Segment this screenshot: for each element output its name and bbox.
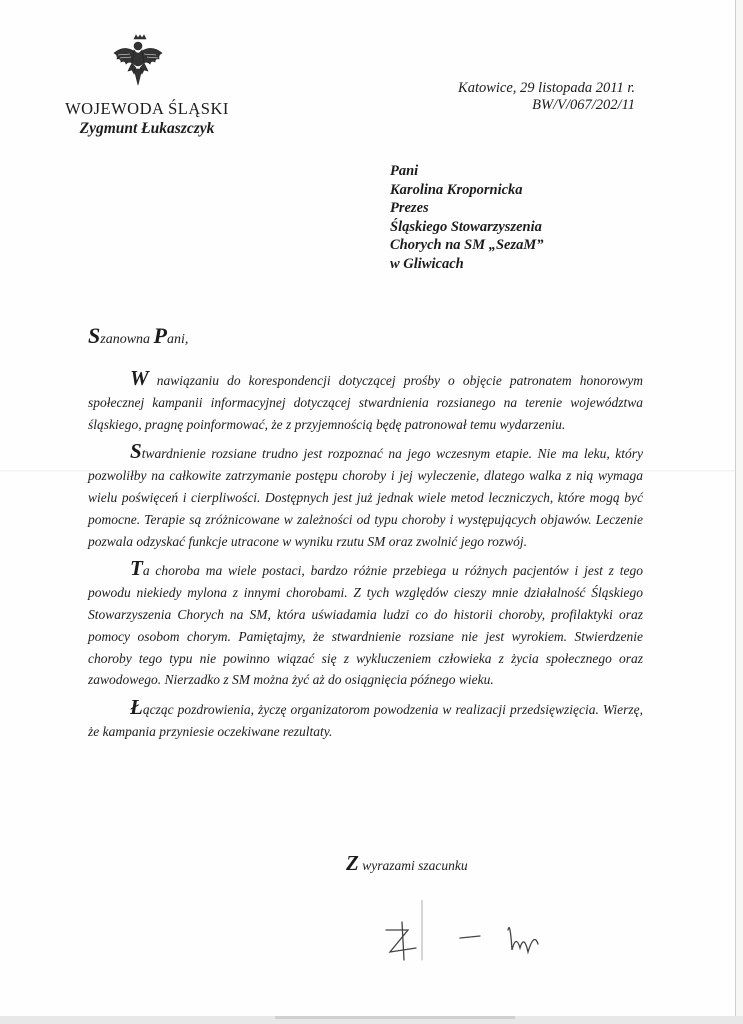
salutation-initial: P	[153, 323, 167, 348]
recipient-line: Śląskiego Stowarzyszenia	[390, 218, 542, 235]
reference-number: BW/V/067/202/11	[532, 97, 635, 113]
issuer-block	[57, 99, 237, 138]
office-title: WOJEWODA ŚLĄSKI	[65, 99, 229, 118]
paragraph-initial: T	[130, 556, 143, 581]
official-name: Zygmunt Łukaszczyk	[79, 120, 215, 137]
scan-edge-mark	[275, 1016, 515, 1019]
recipient-line: w Gliwicach	[390, 255, 464, 272]
recipient-line: Karolina Kropornicka	[390, 181, 523, 198]
salutation-initial: S	[88, 323, 101, 348]
place-date: Katowice, 29 listopada 2011 r.	[458, 80, 635, 96]
closing-text: wyrazami szacunku	[358, 858, 468, 873]
salutation-text: zanowna	[100, 332, 154, 347]
salutation	[88, 323, 188, 349]
paragraph-initial: W	[130, 366, 149, 390]
paragraph-text: nawiązaniu do korespondencji dotyczącej prośby o objęcie patronatem honorowym społecznej kampanii informacyjnej dotyczącej stwardnienia rozsianego na terenie województwa śląskiego, pragnę poinformować, że z przyjemnością będę patronował temu wydarzeniu.	[88, 373, 643, 432]
polish-eagle-emblem-icon	[112, 33, 164, 87]
paragraph-text: a choroba ma wiele postaci, bardzo różnie przebiega u różnych pacjentów i jest z tego powodu niekiedy mylona z innymi chorobami. Z tych względów cieszy mnie działalność Śląskiego Stowarzyszenia Chorych na SM, która uświadamia ludzi co do historii choroby, profilaktyki oraz pomocy osobom chorym. Pamiętajmy, że stwardnienie rozsiane nie jest wyrokiem. Stwierdzenie choroby tego typu nie powinno wiązać się z wykluczeniem człowieka z życia społecznego oraz zawodowego. Nierzadko z SM można żyć aż do osiągnięcia późnego wieku.	[88, 563, 643, 688]
paragraph-text: ącząc pozdrowienia, życzę organizatorom powodzenia w realizacji przedsięwzięcia. Wierzę, że kampania przyniesie oczekiwane rezultaty.	[88, 702, 643, 739]
recipient-line: Chorych na SM „SezaM”	[390, 237, 544, 253]
letter-body	[88, 368, 643, 749]
recipient-address	[390, 162, 544, 273]
date-reference-block	[458, 80, 635, 114]
body-paragraph	[88, 368, 643, 435]
handwritten-signature-icon	[380, 900, 580, 970]
recipient-line: Prezes	[390, 200, 429, 216]
body-paragraph	[88, 558, 643, 691]
salutation-text: ani,	[167, 332, 189, 347]
body-paragraph	[88, 441, 643, 552]
paragraph-text: twardnienie rozsiane trudno jest rozpoznać na jego wczesnym etapie. Nie ma leku, który pozwoliłby na całkowite zatrzymanie postępu choroby i jej wyleczenie, dlatego walka z nią wymaga wielu poświęceń i cierpliwości. Dostępnych jest już jednak wiele metod leczniczych, które mogą być pomocne. Terapie są zróżnicowane w zależności od typu choroby i występujących objawów. Leczenie pozwala odzyskać funkcje utracone w wyniku rzutu SM oraz zwolnić jego rozwój.	[88, 446, 643, 549]
paragraph-initial: S	[130, 439, 142, 464]
body-paragraph	[88, 697, 643, 743]
recipient-line: Pani	[390, 163, 419, 179]
paragraph-initial: Ł	[130, 695, 143, 720]
closing-line	[346, 851, 468, 876]
closing-initial: Z	[346, 851, 359, 875]
